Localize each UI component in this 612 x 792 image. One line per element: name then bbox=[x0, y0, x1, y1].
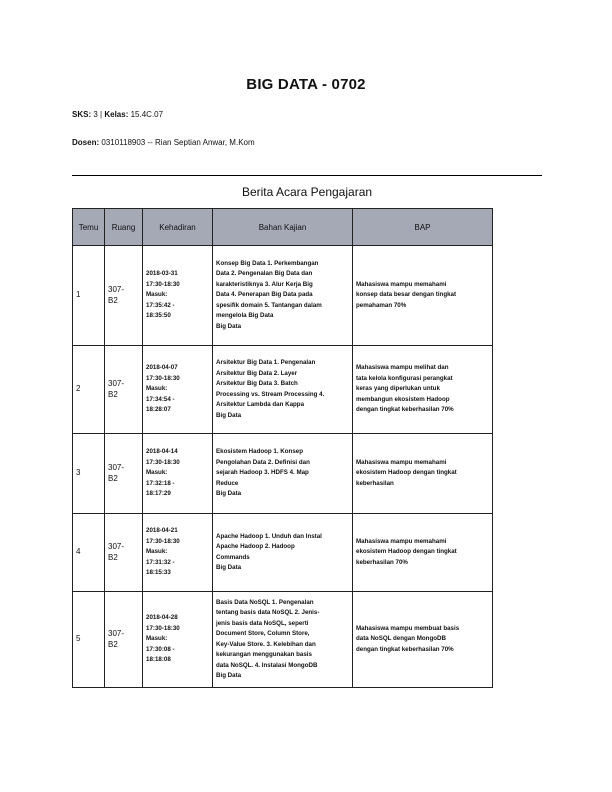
cell-ruang-line: 307- bbox=[108, 629, 125, 638]
cell-kehadiran-line: 2018-04-14 bbox=[146, 448, 178, 456]
cell-kehadiran-line: Masuk: bbox=[146, 469, 168, 477]
table-row bbox=[73, 246, 493, 346]
separator: | bbox=[100, 110, 103, 119]
cell-kehadiran-line: 17:30:08 - bbox=[146, 645, 175, 653]
cell-kehadiran-line: 18:28:07 bbox=[146, 406, 171, 414]
cell-bap bbox=[353, 514, 493, 592]
cell-kehadiran-line: 18:18:08 bbox=[146, 656, 171, 664]
cell-temu: 1 bbox=[73, 246, 105, 346]
course-info-line bbox=[72, 110, 163, 119]
cell-bahan-kajian-line: Big Data bbox=[216, 411, 242, 419]
cell-ruang bbox=[105, 592, 143, 688]
cell-bahan-kajian-line: sejarah Hadoop 3. HDFS 4. Map bbox=[216, 469, 309, 477]
cell-ruang-line: 307- bbox=[108, 542, 125, 551]
dosen-value: 0310118903 -- Rian Septian Anwar, M.Kom bbox=[101, 138, 255, 147]
cell-bahan-kajian bbox=[213, 434, 353, 514]
cell-bap-line: dengan tingkat keberhasilan 70% bbox=[356, 645, 454, 653]
cell-bahan-kajian-line: Pengolahan Data 2. Definisi dan bbox=[216, 458, 310, 466]
cell-kehadiran bbox=[143, 514, 213, 592]
cell-ruang bbox=[105, 246, 143, 346]
cell-kehadiran-line: 17:32:18 - bbox=[146, 479, 175, 487]
cell-bahan-kajian-line: Arsitektur Big Data 1. Pengenalan bbox=[216, 359, 316, 366]
cell-temu: 2 bbox=[73, 346, 105, 434]
cell-bap-line: tata kelola konfigurasi perangkat bbox=[356, 374, 453, 382]
cell-kehadiran-line: 18:35:50 bbox=[146, 312, 171, 320]
table-row bbox=[73, 592, 493, 688]
cell-bahan-kajian-line: Ekosistem Hadoop 1. Konsep bbox=[216, 448, 303, 456]
cell-bap-line: Mahasiswa mampu memahami bbox=[356, 458, 447, 466]
cell-bahan-kajian-line: Arsitektur Big Data 2. Layer bbox=[216, 369, 298, 377]
cell-bap-line: konsep data besar dengan tingkat bbox=[356, 291, 457, 299]
cell-bahan-kajian-line: kekurangan menggunakan basis bbox=[216, 651, 312, 658]
cell-bap-line: ekosistem Hadoop dengan tingkat bbox=[356, 469, 457, 477]
cell-ruang-line: B2 bbox=[108, 552, 118, 562]
cell-kehadiran-line: Masuk: bbox=[146, 548, 168, 556]
kelas-value: 15.4C.07 bbox=[130, 110, 164, 119]
cell-ruang bbox=[105, 514, 143, 592]
cell-bap-line: Mahasiswa mampu memahami bbox=[356, 280, 447, 288]
cell-kehadiran-line: 2018-04-21 bbox=[146, 527, 178, 535]
cell-bap-line: data NoSQL dengan MongoDB bbox=[356, 635, 446, 643]
cell-bahan-kajian-line: Key-Value Store. 3. Kelebihan dan bbox=[216, 640, 316, 648]
cell-bahan-kajian-line: Apache Hadoop 2. Hadoop bbox=[216, 543, 295, 550]
lecturer-info-line bbox=[72, 138, 255, 147]
cell-bap-line: Mahasiswa mampu melihat dan bbox=[356, 364, 449, 372]
cell-kehadiran-line: 17:31:32 - bbox=[146, 558, 175, 566]
cell-bahan-kajian bbox=[213, 246, 353, 346]
cell-bap-line: keberhasilan 70% bbox=[356, 558, 408, 566]
cell-ruang-line: 307- bbox=[108, 463, 125, 472]
cell-kehadiran-line: 17:30-18:30 bbox=[146, 374, 180, 382]
cell-bahan-kajian bbox=[213, 514, 353, 592]
cell-kehadiran-line: 17:30-18:30 bbox=[146, 624, 180, 632]
cell-ruang-line: B2 bbox=[108, 295, 118, 305]
cell-kehadiran bbox=[143, 246, 213, 346]
horizontal-divider bbox=[72, 175, 542, 176]
cell-bahan-kajian-line: mengelola Big Data bbox=[216, 312, 274, 320]
cell-bahan-kajian-line: Data 2. Pengenalan Big Data dan bbox=[216, 270, 313, 278]
cell-bahan-kajian-line: Commands bbox=[216, 553, 250, 561]
cell-bap bbox=[353, 246, 493, 346]
cell-bap-line: dengan tingkat keberhasilan 70% bbox=[356, 406, 454, 414]
header-temu: Temu bbox=[73, 209, 105, 246]
cell-bap bbox=[353, 592, 493, 688]
cell-ruang-line: 307- bbox=[108, 379, 125, 388]
cell-kehadiran-line: Masuk: bbox=[146, 291, 168, 299]
cell-kehadiran-line: 18:15:33 bbox=[146, 569, 171, 577]
table-header-row bbox=[73, 209, 493, 246]
cell-bahan-kajian-line: karakteristiknya 3. Alur Kerja Big bbox=[216, 280, 313, 288]
cell-bahan-kajian-line: tentang basis data NoSQL 2. Jenis- bbox=[216, 609, 320, 616]
sks-value: 3 bbox=[93, 110, 98, 119]
cell-kehadiran-line: 2018-03-31 bbox=[146, 270, 178, 278]
cell-ruang-line: B2 bbox=[108, 473, 118, 483]
cell-bahan-kajian-line: Konsep Big Data 1. Perkembangan bbox=[216, 259, 319, 267]
sks-label: SKS: bbox=[72, 110, 92, 119]
cell-bahan-kajian bbox=[213, 592, 353, 688]
cell-bap-line: keberhasilan bbox=[356, 479, 394, 487]
cell-bahan-kajian-line: Big Data bbox=[216, 322, 242, 330]
cell-ruang bbox=[105, 346, 143, 434]
page-title: BIG DATA - 0702 bbox=[246, 76, 366, 93]
cell-bap bbox=[353, 346, 493, 434]
header-kehadiran: Kehadiran bbox=[143, 209, 213, 246]
cell-kehadiran-line: Masuk: bbox=[146, 635, 168, 643]
cell-bap-line: Mahasiswa mampu memahami bbox=[356, 537, 447, 545]
cell-kehadiran-line: 17:34:54 - bbox=[146, 395, 175, 403]
cell-kehadiran-line: 17:30-18:30 bbox=[146, 280, 180, 288]
cell-ruang-line: 307- bbox=[108, 285, 125, 294]
cell-kehadiran-line: 17:30-18:30 bbox=[146, 458, 180, 466]
cell-bahan-kajian-line: Data 4. Penerapan Big Data pada bbox=[216, 291, 313, 299]
cell-bap-line: ekosistem Hadoop dengan tingkat bbox=[356, 548, 457, 556]
section-title: Berita Acara Pengajaran bbox=[241, 185, 373, 199]
cell-bahan-kajian-line: Apache Hadoop 1. Unduh dan Instal bbox=[216, 532, 322, 540]
cell-kehadiran bbox=[143, 592, 213, 688]
table-row bbox=[73, 346, 493, 434]
dosen-label: Dosen: bbox=[72, 138, 100, 147]
cell-temu: 4 bbox=[73, 514, 105, 592]
cell-bahan-kajian-line: Processing vs. Stream Processing 4. bbox=[216, 390, 325, 398]
cell-bahan-kajian-line: Big Data bbox=[216, 672, 242, 679]
cell-bap-line: membangun ekosistem Hadoop bbox=[356, 395, 450, 403]
cell-kehadiran-line: 17:30-18:30 bbox=[146, 537, 180, 545]
cell-ruang-line: B2 bbox=[108, 639, 118, 649]
cell-bahan-kajian-line: Big Data bbox=[216, 564, 242, 571]
cell-bahan-kajian-line: Arsitektur Big Data 3. Batch bbox=[216, 380, 298, 387]
cell-kehadiran-line: Masuk: bbox=[146, 385, 168, 393]
cell-temu: 5 bbox=[73, 592, 105, 688]
cell-bap-line: keras yang diperlukan untuk bbox=[356, 385, 440, 393]
cell-bahan-kajian-line: Document Store, Column Store, bbox=[216, 630, 310, 637]
cell-bahan-kajian-line: jenis basis data NoSQL, seperti bbox=[216, 619, 309, 627]
cell-bahan-kajian-line: Arsitektur Lambda dan Kappa bbox=[216, 401, 305, 408]
cell-bap bbox=[353, 434, 493, 514]
header-bap: BAP bbox=[353, 209, 493, 246]
header-bahan-kajian: Bahan Kajian bbox=[213, 209, 353, 246]
cell-kehadiran bbox=[143, 434, 213, 514]
cell-kehadiran-line: 17:35:42 - bbox=[146, 301, 175, 309]
cell-bahan-kajian-line: spesifik domain 5. Tantangan dalam bbox=[216, 301, 322, 309]
cell-ruang bbox=[105, 434, 143, 514]
cell-kehadiran-line: 2018-04-28 bbox=[146, 614, 178, 622]
cell-bahan-kajian-line: Big Data bbox=[216, 490, 242, 498]
cell-bahan-kajian-line: Basis Data NoSQL 1. Pengenalan bbox=[216, 598, 314, 606]
teaching-record-table bbox=[72, 208, 493, 688]
header-ruang: Ruang bbox=[105, 209, 143, 246]
cell-kehadiran-line: 18:17:29 bbox=[146, 490, 171, 498]
table-row bbox=[73, 514, 493, 592]
cell-bahan-kajian-line: Reduce bbox=[216, 479, 239, 487]
table-row bbox=[73, 434, 493, 514]
cell-bahan-kajian bbox=[213, 346, 353, 434]
cell-ruang-line: B2 bbox=[108, 389, 118, 399]
cell-kehadiran bbox=[143, 346, 213, 434]
cell-bap-line: pemahaman 70% bbox=[356, 301, 407, 309]
cell-bap-line: Mahasiswa mampu membuat basis bbox=[356, 624, 460, 632]
cell-kehadiran-line: 2018-04-07 bbox=[146, 364, 178, 372]
kelas-label: Kelas: bbox=[104, 110, 129, 119]
cell-bahan-kajian-line: data NoSQL. 4. Instalasi MongoDB bbox=[216, 661, 318, 669]
cell-temu: 3 bbox=[73, 434, 105, 514]
